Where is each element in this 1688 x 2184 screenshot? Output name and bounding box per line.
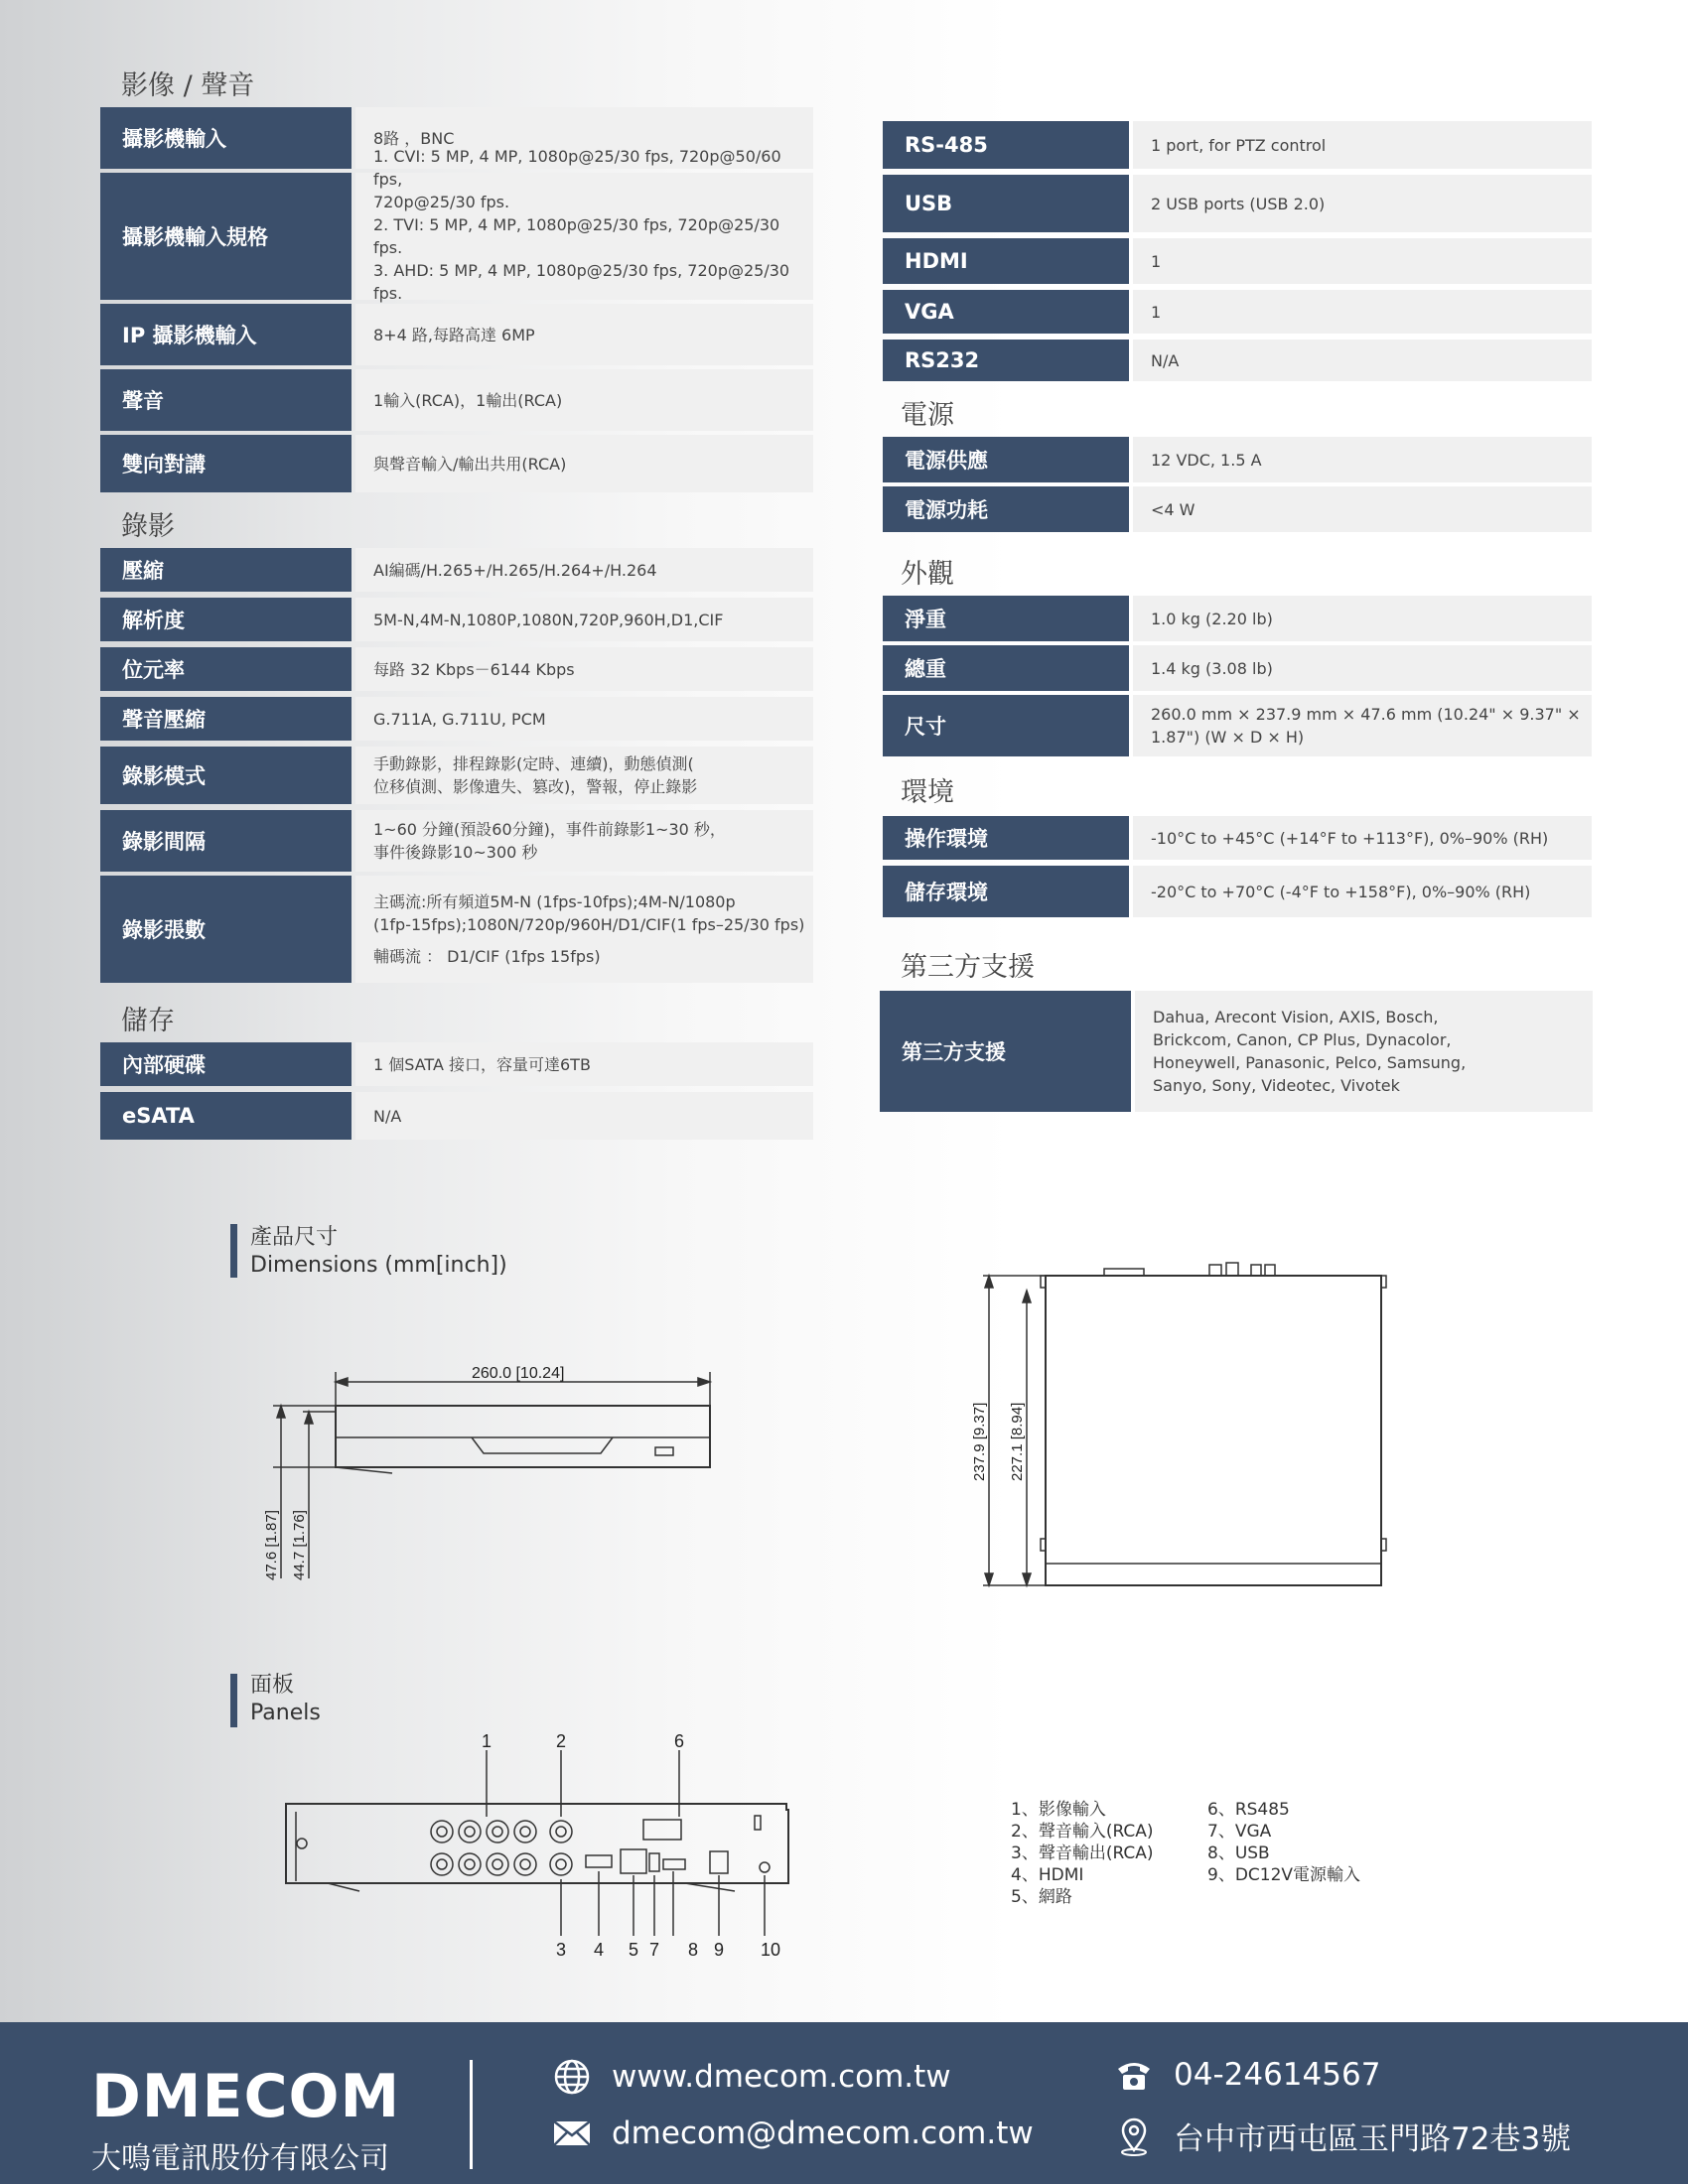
spec-value: [1133, 290, 1592, 334]
rear-panel-drawing: [278, 1732, 804, 1971]
body-depth-dimension-label: 227.1 [8.94]: [1009, 1402, 1026, 1481]
spec-value: [1133, 238, 1592, 284]
spec-value: [355, 304, 813, 365]
spec-row-audio: [100, 369, 813, 431]
phone-icon: [1114, 2057, 1154, 2093]
spec-value: [355, 647, 813, 691]
spec-value: [355, 747, 813, 804]
phone-link[interactable]: [1114, 2057, 1380, 2093]
spec-value-line: 2. TVI: 5 MP, 4 MP, 1080p@25/30 fps, 720p@25/30 fps.: [373, 215, 780, 257]
globe-icon: [552, 2057, 592, 2097]
location-pin-icon: [1114, 2116, 1154, 2156]
dimensions-heading: [250, 1222, 507, 1282]
spec-value: [355, 369, 813, 431]
spec-label: 聲音壓縮: [100, 697, 352, 741]
spec-row-ip-camera: [100, 304, 813, 365]
spec-value: [1133, 596, 1592, 641]
spec-label: 第三方支援: [880, 991, 1131, 1112]
spec-row-record-mode: [100, 747, 813, 804]
spec-label: eSATA: [100, 1092, 352, 1140]
spec-row-hdmi: [883, 238, 1592, 284]
spec-value-line: N/A: [373, 1106, 402, 1126]
legend-item: 5、網路: [1011, 1887, 1072, 1907]
panel-legend-left: [1011, 1799, 1154, 1908]
spec-value-line: 3. AHD: 5 MP, 4 MP, 1080p@25/30 fps, 720p@25/30 fps.: [373, 261, 790, 303]
panel-callout-7: 7: [648, 1940, 660, 1960]
spec-row-operating-env: [883, 816, 1592, 860]
spec-value: [355, 598, 813, 641]
spec-value-line: 260.0 mm × 237.9 mm × 47.6 mm (10.24" × 9.37" ×: [1151, 705, 1581, 724]
phone-text: 04-24614567: [1174, 2057, 1381, 2093]
spec-label: 雙向對講: [100, 435, 352, 492]
spec-value-line: -20°C to +70°C (-4°F to +158°F), 0%–90% (RH): [1151, 882, 1531, 901]
spec-label: 位元率: [100, 647, 352, 691]
spec-label: 聲音: [100, 369, 352, 431]
spec-value-line: 1: [1151, 251, 1162, 271]
spec-label: IP 攝影機輸入: [100, 304, 352, 365]
spec-value: [1133, 175, 1592, 232]
spec-value-line: 1: [1151, 302, 1162, 322]
spec-label: 壓縮: [100, 548, 352, 592]
spec-value: [355, 435, 813, 492]
spec-row-record-interval: [100, 810, 813, 872]
panel-callout-1: 1: [481, 1732, 492, 1751]
spec-row-two-way-talk: [100, 435, 813, 492]
spec-label: 錄影模式: [100, 747, 352, 804]
panel-callout-10: 10: [760, 1940, 781, 1960]
spec-value-line: 輔碼流 ： D1/CIF (1fps 15fps): [373, 947, 601, 966]
section-title-third-party: 第三方支援: [901, 952, 1035, 983]
panels-heading: [250, 1670, 321, 1729]
spec-label: 錄影張數: [100, 876, 352, 983]
dimensions-heading-bar: [230, 1224, 237, 1278]
spec-value-line: 主碼流:所有頻道5M-N (1fps-10fps);4M-N/1080p: [373, 892, 736, 911]
website-link[interactable]: [552, 2057, 951, 2097]
spec-row-camera-spec: [100, 147, 813, 303]
website-text: www.dmecom.com.tw: [612, 2059, 951, 2095]
spec-value: [355, 1042, 813, 1086]
panels-title-zh: 面板: [250, 1673, 295, 1698]
section-title-power: 電源: [901, 400, 954, 431]
spec-row-net-weight: [883, 596, 1592, 641]
spec-label: 錄影間隔: [100, 810, 352, 872]
panel-callout-8: 8: [687, 1940, 699, 1960]
spec-row-rs232: [883, 340, 1592, 381]
spec-value: [355, 810, 813, 872]
spec-value-line: 1 個SATA 接口，容量可達6TB: [373, 1054, 591, 1074]
spec-value: [355, 876, 813, 983]
spec-value-line: G.711A, G.711U, PCM: [373, 709, 546, 729]
email-link[interactable]: [552, 2116, 1034, 2151]
spec-row-power-supply: [883, 437, 1592, 482]
section-title-storage: 儲存: [121, 1006, 175, 1036]
spec-label: RS-485: [883, 121, 1129, 169]
spec-row-resolution: [100, 598, 813, 641]
panels-heading-bar: [230, 1674, 237, 1727]
spec-row-rs485: [883, 121, 1592, 169]
brand-logo: DMECOM: [91, 2062, 401, 2131]
spec-value-line: 1.0 kg (2.20 lb): [1151, 609, 1273, 628]
spec-label: 總重: [883, 645, 1129, 691]
body-height-dimension-label: 44.7 [1.76]: [291, 1510, 308, 1580]
spec-value: [355, 1092, 813, 1140]
spec-value-line: Sanyo, Sony, Videotec, Vivotek: [1153, 1076, 1400, 1095]
spec-value-line: -10°C to +45°C (+14°F to +113°F), 0%–90% (RH): [1151, 828, 1549, 848]
spec-value-line: Honeywell, Panasonic, Pelco, Samsung,: [1153, 1053, 1467, 1072]
section-title-appearance: 外觀: [901, 559, 954, 590]
spec-row-compression: [100, 548, 813, 592]
spec-row-bitrate: [100, 647, 813, 691]
spec-label: 儲存環境: [883, 866, 1129, 917]
address: [1114, 2114, 1571, 2158]
spec-value-line: Dahua, Arecont Vision, AXIS, Bosch,: [1153, 1008, 1439, 1026]
side-view-drawing: [253, 1350, 730, 1588]
panel-callout-2: 2: [555, 1732, 567, 1751]
footer-divider: [470, 2060, 473, 2169]
panel-callout-4: 4: [593, 1940, 605, 1960]
section-title-av: 影像 / 聲音: [121, 70, 255, 101]
section-title-recording: 錄影: [121, 511, 175, 542]
spec-label: 電源供應: [883, 437, 1129, 482]
legend-item: 9、DC12V電源輸入: [1207, 1865, 1361, 1885]
spec-row-storage-env: [883, 866, 1592, 917]
spec-value: [355, 697, 813, 741]
panel-callout-5: 5: [628, 1940, 639, 1960]
section-title-environment: 環境: [901, 777, 954, 808]
spec-row-gross-weight: [883, 645, 1592, 691]
spec-value-line: 12 VDC, 1.5 A: [1151, 450, 1262, 470]
spec-row-third-party: [880, 991, 1593, 1112]
legend-item: 1、影像輸入: [1011, 1800, 1106, 1820]
panel-callout-6: 6: [673, 1732, 685, 1751]
spec-value-line: 每路 32 Kbps－6144 Kbps: [373, 659, 575, 679]
width-dimension-label: 260.0 [10.24]: [472, 1365, 565, 1382]
legend-item: 3、聲音輸出(RCA): [1011, 1843, 1154, 1863]
mail-icon: [552, 2118, 592, 2148]
spec-value: [1133, 816, 1592, 860]
spec-value-line: 8+4 路,每路高達 6MP: [373, 325, 535, 344]
spec-value: [1133, 486, 1592, 532]
panels-title-en: Panels: [250, 1701, 321, 1725]
spec-row-record-frames: [100, 876, 813, 983]
spec-row-audio-compression: [100, 697, 813, 741]
spec-value-line: Brickcom, Canon, CP Plus, Dynacolor,: [1153, 1030, 1452, 1049]
spec-value: [1133, 121, 1592, 169]
spec-value-line: 手動錄影，排程錄影(定時、連續)，動態偵測(: [373, 754, 694, 773]
spec-value-line: AI編碼/H.265+/H.265/H.264+/H.264: [373, 560, 657, 580]
legend-item: 7、VGA: [1207, 1822, 1272, 1842]
dimensions-title-en: Dimensions (mm[inch]): [250, 1253, 507, 1278]
spec-row-dimensions: [883, 695, 1592, 756]
spec-value-line: 1 port, for PTZ control: [1151, 135, 1327, 155]
spec-value: [1133, 866, 1592, 917]
legend-item: 8、USB: [1207, 1843, 1270, 1863]
spec-value-line: 與聲音輸入/輸出共用(RCA): [373, 454, 567, 474]
address-text: 台中市西屯區玉門路72巷3號: [1174, 2121, 1572, 2157]
footer: [0, 2022, 1688, 2184]
depth-dimension-label: 237.9 [9.37]: [971, 1402, 988, 1481]
spec-value: [1133, 437, 1592, 482]
spec-label: 攝影機輸入: [100, 107, 352, 169]
spec-value: [1135, 991, 1593, 1112]
spec-label: 操作環境: [883, 816, 1129, 860]
company-name: 大鳴電訊股份有限公司: [91, 2141, 389, 2176]
legend-item: 6、RS485: [1207, 1800, 1290, 1820]
panel-legend-right: [1207, 1799, 1360, 1886]
dimensions-title-zh: 產品尺寸: [250, 1225, 339, 1250]
spec-row-vga: [883, 290, 1592, 334]
spec-value-line: 位移偵測、影像遺失、篡改)，警報，停止錄影: [373, 777, 698, 796]
spec-value-line: 1.4 kg (3.08 lb): [1151, 658, 1273, 678]
spec-value-line: 1.87") (W × D × H): [1151, 728, 1305, 747]
spec-label: RS232: [883, 340, 1129, 381]
spec-label: HDMI: [883, 238, 1129, 284]
spec-row-internal-hdd: [100, 1042, 813, 1086]
spec-value-line: (1fp-15fps);1080N/720p/960H/D1/CIF(1 fps–25/30 fps): [373, 915, 805, 934]
spec-label: 攝影機輸入規格: [100, 173, 352, 300]
spec-value: [1133, 645, 1592, 691]
legend-item: 2、聲音輸入(RCA): [1011, 1822, 1154, 1842]
spec-value-line: 8路 ，BNC: [373, 128, 455, 148]
spec-label: 電源功耗: [883, 486, 1129, 532]
email-text: dmecom@dmecom.com.tw: [612, 2116, 1034, 2151]
spec-value: [1133, 340, 1592, 381]
spec-value-line: 2 USB ports (USB 2.0): [1151, 194, 1326, 213]
spec-value: [355, 147, 813, 303]
spec-value-line: 720p@25/30 fps.: [373, 193, 510, 211]
spec-row-esata: [100, 1092, 813, 1140]
spec-value-line: 5M-N,4M-N,1080P,1080N,720P,960H,D1,CIF: [373, 610, 724, 629]
spec-value-line: N/A: [1151, 350, 1180, 370]
legend-item: 4、HDMI: [1011, 1865, 1084, 1885]
panel-callout-3: 3: [555, 1940, 567, 1960]
spec-label: 淨重: [883, 596, 1129, 641]
panel-callout-9: 9: [713, 1940, 725, 1960]
spec-row-usb: [883, 175, 1592, 232]
spec-label: 內部硬碟: [100, 1042, 352, 1086]
spec-value-line: 1~60 分鐘(預設60分鐘)，事件前錄影1~30 秒，: [373, 820, 726, 839]
top-view-drawing: [953, 1251, 1430, 1618]
height-dimension-label: 47.6 [1.87]: [263, 1510, 280, 1580]
spec-label: USB: [883, 175, 1129, 232]
spec-label: 解析度: [100, 598, 352, 641]
spec-value-line: 事件後錄影10~300 秒: [373, 843, 538, 862]
spec-row-power-consumption: [883, 486, 1592, 532]
spec-value-line: 1輸入(RCA)，1輸出(RCA): [373, 390, 563, 410]
spec-label: 尺寸: [883, 695, 1129, 756]
spec-label: VGA: [883, 290, 1129, 334]
spec-value: [1133, 695, 1592, 756]
spec-value: [355, 548, 813, 592]
spec-value-line: 1. CVI: 5 MP, 4 MP, 1080p@25/30 fps, 720p@50/60 fps,: [373, 147, 781, 189]
spec-value-line: <4 W: [1151, 499, 1196, 519]
